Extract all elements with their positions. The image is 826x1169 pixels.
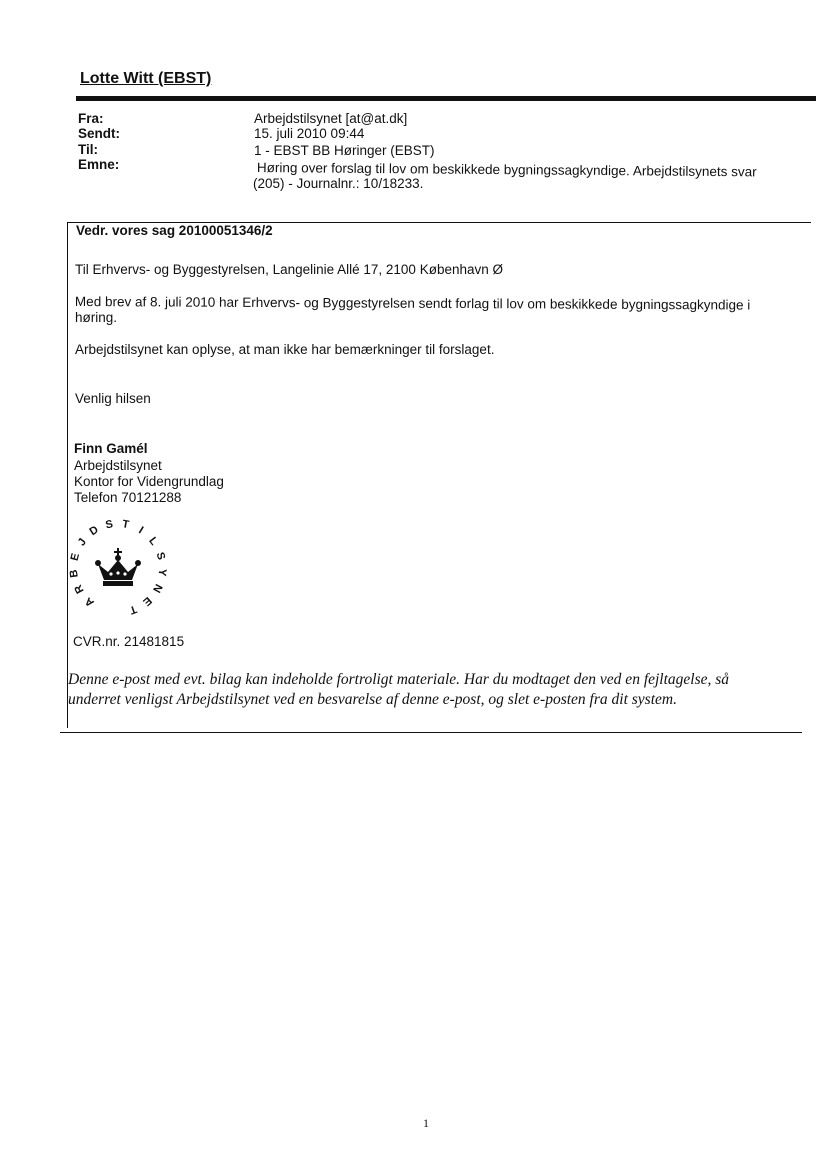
field-value-to: 1 - EBST BB Høringer (EBST) <box>254 143 435 158</box>
seal-letter: L <box>146 535 160 548</box>
seal-letter: B <box>67 568 81 579</box>
seal-letter: A <box>82 594 97 609</box>
seal-letter: I <box>136 524 146 537</box>
seal-letter: S <box>104 518 115 532</box>
arbejdstilsynet-seal-logo <box>66 516 170 620</box>
seal-letter: E <box>140 594 154 608</box>
field-value-subject-line2: (205) - Journalnr.: 10/18233. <box>253 176 424 191</box>
signature-department: Kontor for Videngrundlag <box>74 474 224 489</box>
seal-letter: T <box>121 518 130 532</box>
seal-letter: S <box>153 550 168 562</box>
sender-name: Lotte Witt (EBST) <box>80 70 212 87</box>
header-rule <box>76 96 816 101</box>
seal-letter: J <box>75 536 89 549</box>
message-frame-bottom <box>60 732 802 733</box>
field-value-subject: Høring over forslag til lov om beskikkede bygningssagkyndige. Arbejdstilsynets svar <box>256 160 757 180</box>
crown-icon <box>95 548 141 586</box>
disclaimer-line-2: underret venligst Arbejdstilsynet ved en besvarelse af denne e-post, og slet e-posten fra dit system. <box>68 691 677 708</box>
field-label-sent: Sendt: <box>78 126 120 141</box>
seal-letter: E <box>68 552 83 563</box>
paragraph-1-line-1: Med brev af 8. juli 2010 har Erhvervs- og Byggestyrelsen sendt forlag til lov om beskikkede bygningssagkyndige i <box>74 294 751 313</box>
field-label-subject: Emne: <box>78 157 120 172</box>
seal-letter: Y <box>155 568 169 577</box>
seal-letter: T <box>127 602 139 617</box>
field-label-from: Fra: <box>78 111 104 126</box>
recipient-address: Til Erhvervs- og Byggestyrelsen, Langelinie Allé 17, 2100 København Ø <box>75 262 503 277</box>
closing: Venlig hilsen <box>75 391 151 406</box>
seal-letter: N <box>150 581 165 595</box>
signature-organization: Arbejdstilsynet <box>74 458 162 473</box>
signature-name: Finn Gamél <box>74 441 148 456</box>
seal-letter: R <box>72 582 87 596</box>
message-frame-left <box>67 222 68 728</box>
field-value-sent: 15. juli 2010 09:44 <box>254 126 365 141</box>
seal-letter: D <box>87 523 101 539</box>
signature-phone: Telefon 70121288 <box>74 490 182 505</box>
cvr-number: CVR.nr. 21481815 <box>73 634 185 649</box>
disclaimer-line-1: Denne e-post med evt. bilag kan indeholde fortroligt materiale. Har du modtaget den ved en fejltagelse, så <box>68 671 730 688</box>
page-number: 1 <box>423 1116 429 1130</box>
message-subject: Vedr. vores sag 20100051346/2 <box>76 223 273 238</box>
paragraph-1-line-2: høring. <box>75 310 118 325</box>
field-label-to: Til: <box>78 142 98 157</box>
paragraph-2: Arbejdstilsynet kan oplyse, at man ikke har bemærkninger til forslaget. <box>75 342 495 357</box>
field-value-from: Arbejdstilsynet [at@at.dk] <box>254 111 408 126</box>
